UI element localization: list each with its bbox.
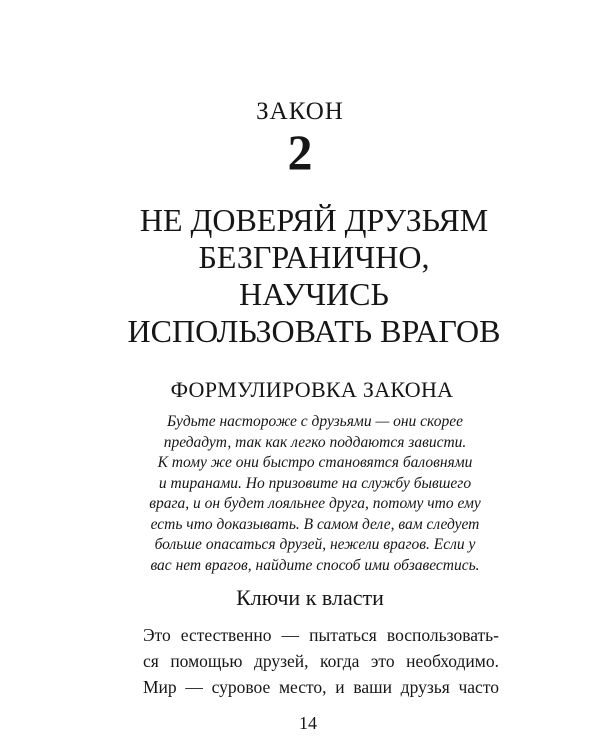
statement-line: Будьте настороже с друзьями — они скорее: [167, 413, 463, 430]
law-number: 2: [287, 124, 313, 180]
statement-line: вас нет врагов, найдите способ ими обзавестись.: [150, 556, 480, 574]
body-line: ся помощью друзей, когда это необходимо.: [143, 651, 499, 671]
keys-heading: Ключи к власти: [236, 585, 384, 610]
law-title-line: НАУЧИСЬ: [239, 276, 389, 312]
page-number: 14: [299, 713, 317, 733]
law-title-line: ИСПОЛЬЗОВАТЬ ВРАГОВ: [127, 313, 501, 349]
law-title-line: БЕЗГРАНИЧНО,: [198, 239, 430, 275]
law-title-line: НЕ ДОВЕРЯЙ ДРУЗЬЯМ: [139, 202, 489, 238]
statement-line: предадут, так как легко поддаются зависти.: [163, 433, 467, 451]
statement-heading: ФОРМУЛИРОВКА ЗАКОНА: [170, 377, 454, 402]
statement-line: врага, и он будет лояльнее друга, потому что ему: [149, 495, 481, 512]
statement-line: К тому же они быстро становятся баловнями: [157, 454, 473, 471]
body-line: Мир — суровое место, и ваши друзья часто: [143, 677, 499, 697]
law-label: ЗАКОН: [256, 98, 344, 125]
statement-line: больше опасаться друзей, нежели врагов. Если у: [154, 536, 476, 553]
statement-line: есть что доказывать. В самом деле, вам следует: [150, 515, 480, 533]
law-title: [0, 202, 600, 350]
statement-line: и тиранами. Но призовите на службу бывшего: [158, 474, 472, 492]
body-line: Это естественно — пытаться воспользовать-: [143, 625, 499, 645]
body-text: [143, 622, 499, 700]
law-statement: [140, 412, 490, 576]
